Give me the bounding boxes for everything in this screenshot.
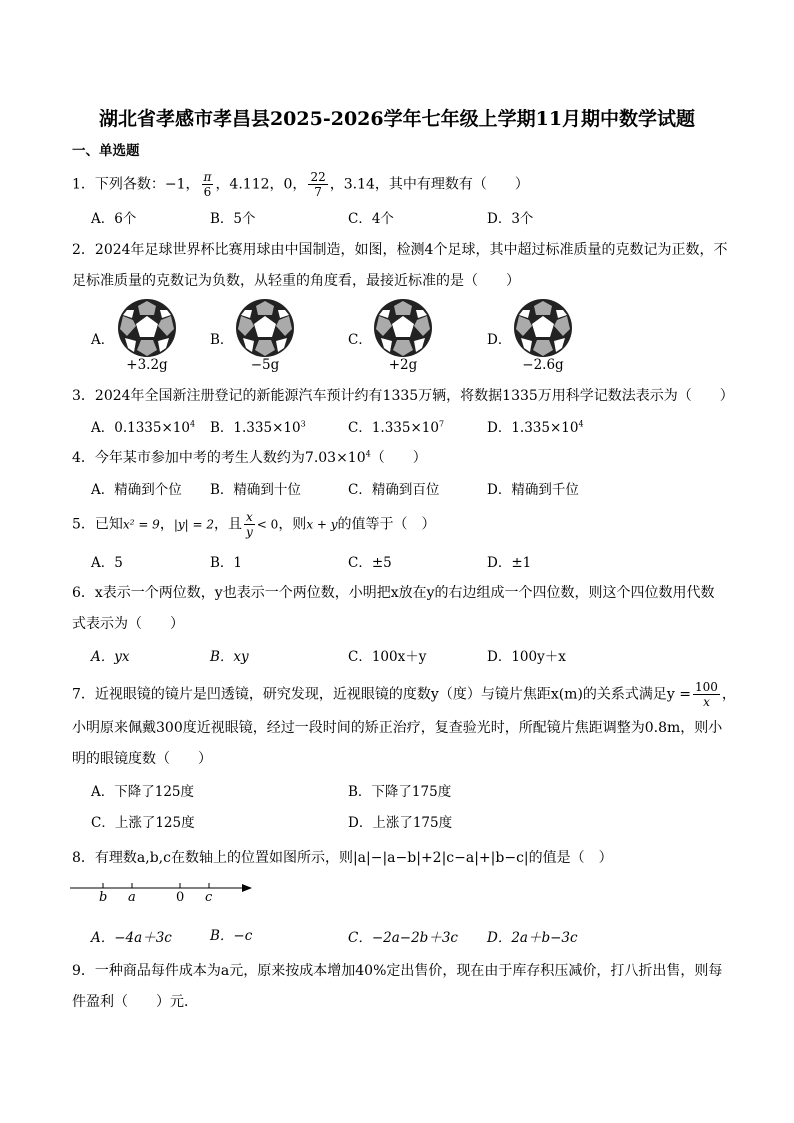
q8-option-b[interactable]: B．−c — [210, 928, 253, 944]
q2-option-c[interactable]: C． — [348, 332, 372, 348]
q9-line-1: 9．一种商品每件成本为a元，原来按成本增加40%定出售价，现在由于库存积压减价，打八折出售，则每 — [72, 963, 723, 979]
q3-option-a[interactable]: A．$0.1335\times 10^4$ — [91, 419, 196, 436]
q6-option-c[interactable]: C．100x＋y — [348, 649, 427, 665]
q2-weight-c: +2g — [388, 357, 418, 373]
q7-option-d[interactable]: D．上涨了175度 — [348, 815, 453, 831]
q2-line-1: 2．2024年足球世界杯比赛用球由中国制造，如图，检测4个足球，其中超过标准质量的克数记为正数，不 — [72, 242, 728, 258]
q3-text: 3．2024年全国新注册登记的新能源汽车预计约有1335万辆，将数据1335万用科学记数法表示为（ ） — [72, 388, 734, 404]
q8-option-d[interactable]: D．2a＋b−3c — [487, 930, 578, 946]
q4-option-a[interactable]: A．精确到个位 — [91, 482, 182, 498]
soccer-ball-icon — [117, 298, 177, 358]
q2-option-d[interactable]: D． — [487, 332, 512, 348]
number-line — [68, 878, 258, 908]
q4-option-b[interactable]: B．精确到十位 — [210, 482, 301, 498]
q7-line-3: 明的眼镜度数（ ） — [72, 751, 212, 767]
q6-option-d[interactable]: D．100y＋x — [487, 649, 566, 665]
q1-option-a[interactable]: A．6个 — [91, 211, 137, 227]
q2-weight-a: +3.2g — [126, 357, 168, 373]
q2-line-2: 足标准质量的克数记为负数，从轻重的角度看，最接近标准的是（ ） — [72, 273, 520, 289]
question-7-line-1: 7．近视眼镜的镜片是凹透镜，研究发现，近视眼镜的度数y（度）与镜片焦距x(m)的关系式满足y = $\frac{100}{x}$ ， — [72, 680, 736, 709]
q4-option-d[interactable]: D．精确到千位 — [487, 482, 579, 498]
number-line-label-a: a — [128, 890, 136, 905]
q2-weight-b: −5g — [250, 357, 280, 373]
q8-option-a[interactable]: A．−4a＋3c — [91, 930, 172, 946]
q3-option-c[interactable]: C．$1.335\times 10^7$ — [348, 419, 445, 436]
q5-option-b[interactable]: B．1 — [210, 555, 243, 571]
number-line-label-c: c — [205, 890, 213, 905]
q8-text: 8．有理数a,b,c在数轴上的位置如图所示，则|a|−|a−b|+2|c−a|+|b−c|的值是（ ） — [72, 850, 613, 866]
q5-x-over-y: $\frac{x}{y}$ — [246, 510, 253, 539]
question-5: 5．已知x² = 9，|y| = 2，且 $\frac{x}{y}$ < 0，则x + y的值等于（ ） — [72, 510, 436, 539]
q1-option-b[interactable]: B．5个 — [210, 211, 256, 227]
q1-option-c[interactable]: C．4个 — [348, 211, 394, 227]
q2-weight-d: −2.6g — [522, 357, 564, 373]
q7-100-over-x: $\frac{100}{x}$ — [695, 680, 718, 709]
soccer-ball-icon — [513, 298, 573, 358]
q2-option-a[interactable]: A． — [91, 332, 115, 348]
q7-option-c[interactable]: C．上涨了125度 — [91, 815, 195, 831]
page-title: 湖北省孝感市孝昌县2025-2026学年七年级上学期11月期中数学试题 — [98, 108, 696, 130]
q7-option-b[interactable]: B．下降了175度 — [348, 784, 452, 800]
q7-line-2: 小明原来佩戴300度近视眼镜，经过一段时间的矫正治疗，复查验光时，所配镜片焦距调整为0.8m，则小 — [72, 720, 723, 736]
section-heading: 一、单选题 — [72, 143, 140, 159]
soccer-ball-icon — [373, 298, 433, 358]
q6-line-1: 6．x表示一个两位数，y也表示一个两位数，小明把x放在y的右边组成一个四位数，则这个四位数用代数 — [72, 585, 715, 601]
q6-line-2: 式表示为（ ） — [72, 616, 184, 632]
q6-option-b[interactable]: B．xy — [210, 649, 249, 665]
q3-option-b[interactable]: B．$1.335\times 10^3$ — [210, 419, 306, 436]
number-line-label-zero: 0 — [176, 890, 185, 905]
q3-option-d[interactable]: D．$1.335\times 10^4$ — [487, 419, 584, 436]
q9-line-2: 件盈利（ ）元． — [72, 994, 198, 1010]
q5-option-d[interactable]: D．±1 — [487, 555, 532, 571]
q1-text-post: ，3.14，其中有理数有（ ） — [329, 176, 529, 193]
q4-option-c[interactable]: C．精确到百位 — [348, 482, 440, 498]
q1-text-pre: 1．下列各数：−1， — [72, 176, 200, 193]
q1-pi-fraction: $\frac{\pi}{6}$ — [203, 170, 212, 199]
question-1 — [72, 170, 529, 199]
number-line-label-b: b — [99, 890, 108, 905]
q4-text: 4．今年某市参加中考的考生人数约为$7.03\times 10^4$（ ） — [72, 449, 427, 466]
q1-option-d[interactable]: D．3个 — [487, 211, 534, 227]
q8-option-c[interactable]: C．−2a−2b＋3c — [348, 930, 458, 946]
q1-text-mid: ，4.112，0， — [215, 176, 307, 193]
q7-option-a[interactable]: A．下降了125度 — [91, 784, 195, 800]
q2-option-b[interactable]: B． — [210, 332, 234, 348]
q5-x-squared: x² = 9 — [122, 517, 160, 532]
q1-22-7-fraction: $\frac{22}{7}$ — [310, 170, 326, 199]
q6-option-a[interactable]: A．yx — [91, 649, 130, 665]
soccer-ball-icon — [235, 298, 295, 358]
q5-abs-y: |y| = 2 — [173, 517, 215, 532]
q5-option-c[interactable]: C．±5 — [348, 555, 392, 571]
q5-option-a[interactable]: A．5 — [91, 555, 123, 571]
